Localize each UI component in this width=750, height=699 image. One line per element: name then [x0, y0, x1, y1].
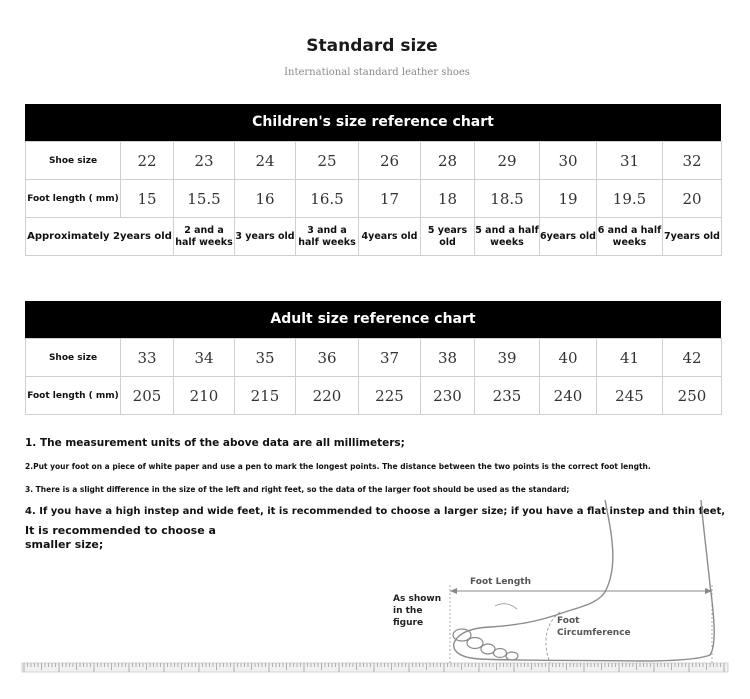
page-subtitle: International standard leather shoes	[284, 67, 470, 78]
size-cell: 37	[359, 339, 421, 377]
foot-length-cell: 250	[663, 377, 722, 415]
adult-chart-title: Adult size reference chart	[25, 301, 721, 338]
size-cell: 23	[174, 142, 235, 180]
toe-little	[506, 652, 518, 660]
foot-length-cell: 16.5	[296, 180, 359, 218]
shoe-size-header: Shoe size	[26, 339, 121, 377]
foot-length-header: Foot length ( mm)	[26, 180, 121, 218]
size-cell: 36	[296, 339, 359, 377]
foot-length-cell: 220	[296, 377, 359, 415]
ruler-ticks	[24, 663, 724, 672]
size-cell: 35	[235, 339, 296, 377]
foot-length-cell: 15.5	[174, 180, 235, 218]
size-cell: 33	[121, 339, 174, 377]
foot-length-cell: 245	[597, 377, 663, 415]
children-age-row	[26, 218, 722, 256]
foot-length-header: Foot length ( mm)	[26, 377, 121, 415]
size-cell: 34	[174, 339, 235, 377]
size-cell: 25	[296, 142, 359, 180]
adult-size-table	[25, 338, 722, 415]
foot-length-cell: 16	[235, 180, 296, 218]
age-cell: 6years old	[540, 218, 597, 256]
age-cell: 4years old	[359, 218, 421, 256]
toe	[467, 638, 483, 649]
foot-length-label: Foot Length	[470, 577, 531, 587]
size-cell: 39	[475, 339, 540, 377]
foot-length-cell: 18.5	[475, 180, 540, 218]
foot-length-cell: 18	[421, 180, 475, 218]
children-size-table	[25, 141, 722, 256]
note-smaller-size: It is recommended to choose a smaller size;	[25, 524, 216, 551]
age-cell: 6 and a half weeks	[597, 218, 663, 256]
age-cell: 5 and a half weeks	[475, 218, 540, 256]
as-shown-label: As shown in the figure	[393, 594, 442, 628]
age-cell: 7years old	[663, 218, 722, 256]
size-cell: 30	[540, 142, 597, 180]
size-cell: 40	[540, 339, 597, 377]
size-cell: 29	[475, 142, 540, 180]
foot-length-cell: 215	[235, 377, 296, 415]
foot-length-cell: 15	[121, 180, 174, 218]
size-cell: 28	[421, 142, 475, 180]
adult-shoe-size-row	[26, 339, 722, 377]
children-shoe-size-row	[26, 142, 722, 180]
page-title: Standard size	[306, 36, 438, 56]
foot-length-cell: 19	[540, 180, 597, 218]
foot-illustration	[20, 495, 730, 695]
age-cell: 2 and a half weeks	[174, 218, 235, 256]
foot-length-cell: 235	[475, 377, 540, 415]
shoe-size-header: Shoe size	[26, 142, 121, 180]
foot-length-cell: 20	[663, 180, 722, 218]
foot-length-cell: 19.5	[597, 180, 663, 218]
adult-foot-length-row	[26, 377, 722, 415]
size-cell: 41	[597, 339, 663, 377]
pointer-arc	[495, 604, 517, 609]
note-instep: 4. If you have a high instep and wide feet, it is recommended to choose a larger size; if you have a flat instep and thin feet,	[25, 506, 726, 517]
size-cell: 31	[597, 142, 663, 180]
foot-length-cell: 17	[359, 180, 421, 218]
foot-length-cell: 225	[359, 377, 421, 415]
note-larger-foot: 3. There is a slight difference in the size of the left and right feet, so the data of the larger foot should be used as the standard;	[25, 485, 570, 494]
age-header: Approximately 2years old	[26, 218, 174, 256]
foot-length-cell: 210	[174, 377, 235, 415]
foot-length-cell: 205	[121, 377, 174, 415]
note-measure-method: 2.Put your foot on a piece of white paper and use a pen to mark the longest points. The distance between the two points is the correct foot length.	[25, 462, 651, 471]
size-cell: 38	[421, 339, 475, 377]
toe	[481, 644, 495, 654]
children-chart-title: Children's size reference chart	[25, 104, 721, 141]
toe	[494, 649, 507, 658]
age-cell: 3 years old	[235, 218, 296, 256]
foot-length-cell: 240	[540, 377, 597, 415]
age-cell: 3 and a half weeks	[296, 218, 359, 256]
foot-length-cell: 230	[421, 377, 475, 415]
size-cell: 24	[235, 142, 296, 180]
size-cell: 26	[359, 142, 421, 180]
foot-measure-figure	[20, 495, 730, 695]
foot-circumference-label: Foot Circumference	[557, 616, 631, 638]
size-cell: 32	[663, 142, 722, 180]
note-units: 1. The measurement units of the above data are all millimeters;	[25, 437, 405, 449]
children-foot-length-row	[26, 180, 722, 218]
size-cell: 22	[121, 142, 174, 180]
size-cell: 42	[663, 339, 722, 377]
age-cell: 5 years old	[421, 218, 475, 256]
